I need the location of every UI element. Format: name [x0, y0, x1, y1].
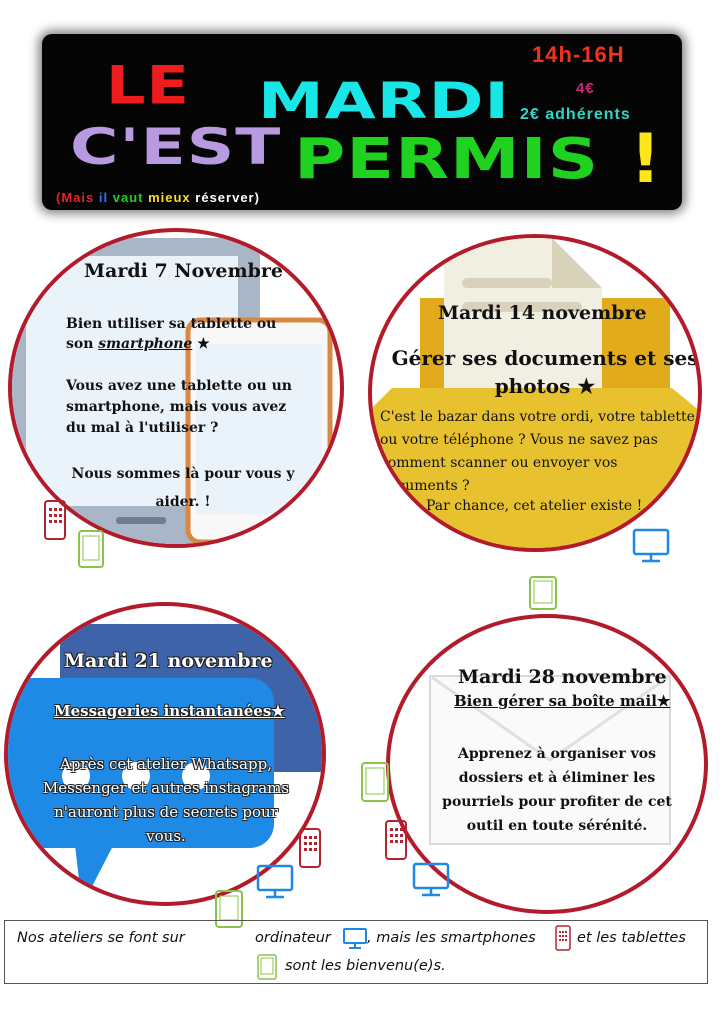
session-topic: Messageries instantanées★ — [54, 702, 285, 720]
reserve-note — [56, 190, 260, 205]
reserve-word: (Mais — [56, 190, 95, 205]
footer-text: Nos ateliers se font sur — [17, 930, 185, 946]
footer-text: ordinateur — [255, 930, 331, 946]
title-cest: C'EST — [70, 118, 282, 176]
session-date: Mardi 21 novembre — [64, 650, 273, 672]
session-topic: Gérer ses documents et ses photos ★ — [391, 346, 699, 398]
smartphone-icon — [43, 500, 67, 540]
session-date: Mardi 28 novembre — [458, 666, 667, 688]
tablet-icon — [360, 762, 390, 802]
footer-note — [4, 920, 708, 984]
title-le: LE — [106, 54, 190, 117]
session-topic — [66, 314, 280, 354]
session-topic-emphasis: smartphone — [98, 336, 193, 352]
reserve-word: il — [98, 190, 109, 205]
members-price-label: 2€ adhérents — [520, 106, 631, 123]
session-date: Mardi 14 novembre — [438, 302, 647, 324]
reserve-word: réserver) — [195, 190, 260, 205]
session-description-2: Par chance, cet atelier existe ! — [426, 498, 643, 514]
smartphone-icon — [555, 925, 571, 951]
session-description-2: Nous sommes là pour vous y aider. ! — [71, 466, 295, 510]
computer-icon — [632, 528, 670, 566]
tablet-icon — [257, 954, 277, 980]
tablet-icon — [77, 530, 105, 568]
reserve-word: vaut — [112, 190, 144, 205]
computer-icon — [343, 927, 367, 951]
session-date: Mardi 7 Novembre — [84, 260, 283, 282]
hours-label: 14h-16H — [532, 42, 625, 67]
footer-text: , mais les smartphones — [367, 930, 536, 946]
price-label: 4€ — [576, 80, 595, 97]
session-topic-text: Bien utiliser sa tablette ou son — [66, 316, 277, 352]
computer-icon — [412, 862, 450, 900]
reserve-word: mieux — [148, 190, 191, 205]
star-icon: ★ — [197, 336, 210, 352]
session-description: Vous avez une tablette ou un smartphone, mais vous avez du mal à l'utiliser ? — [66, 378, 292, 436]
session-description: Après cet atelier Whatsapp, Messenger et autres instagrams n'auront plus de secrets pour vous. — [42, 755, 290, 845]
title-mardi: MARDI — [258, 72, 510, 130]
tablet-icon — [528, 576, 558, 610]
smartphone-icon — [298, 828, 322, 868]
title-banner — [42, 34, 682, 210]
session-circle-nov21 — [4, 602, 326, 906]
session-topic: Bien gérer sa boîte mail★ — [454, 692, 671, 710]
session-description: C'est le bazar dans votre ordi, votre tablette ou votre téléphone ? Vous ne savez pas comment scanner ou envoyer vos documents ? — [380, 409, 695, 494]
smartphone-icon — [384, 820, 408, 860]
title-exclamation: ! — [630, 120, 663, 199]
footer-text: et les tablettes — [577, 930, 686, 946]
title-permis: PERMIS — [294, 126, 600, 192]
footer-text: sont les bienvenu(e)s. — [285, 958, 446, 974]
computer-icon — [256, 864, 294, 902]
session-circle-nov14 — [368, 234, 702, 552]
session-description: Apprenez à organiser vos dossiers et à éliminer les pourriels pour profiter de cet outil en toute sérénité. — [442, 746, 672, 834]
